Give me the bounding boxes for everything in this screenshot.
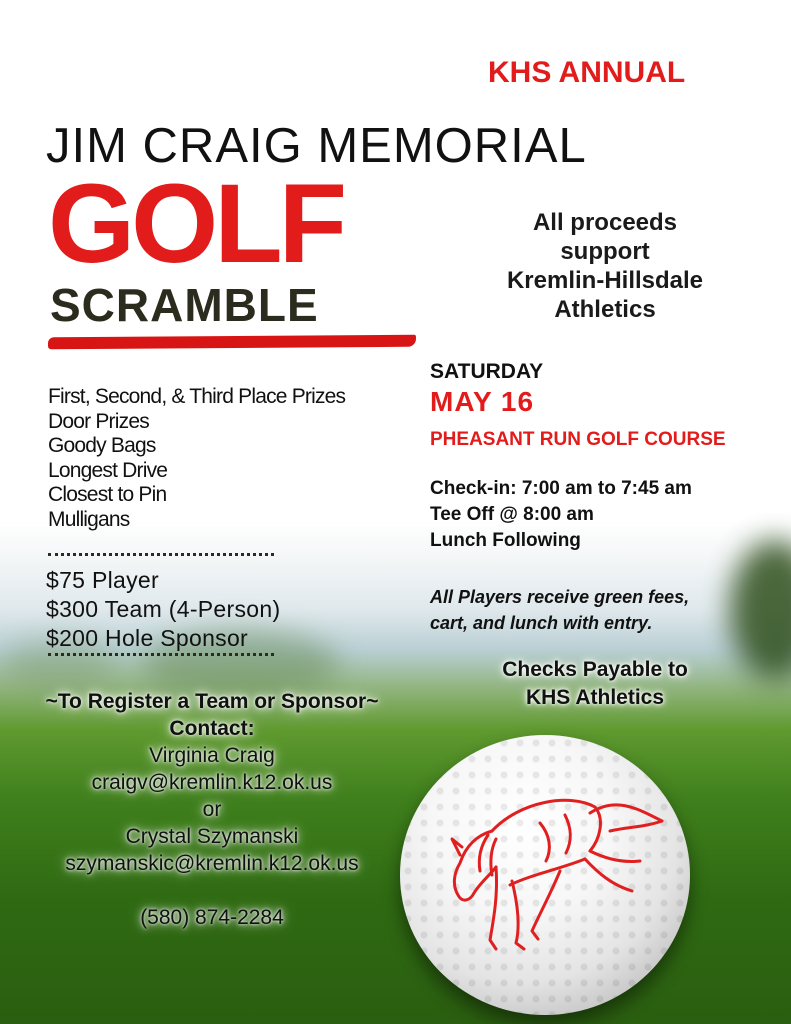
spacer — [6, 877, 418, 904]
proceeds-line: Athletics — [554, 296, 656, 323]
checks-line: KHS Athletics — [525, 686, 665, 709]
scramble-title: SCRAMBLE — [50, 279, 319, 331]
checkin-time: Check-in: 7:00 am to 7:45 am — [430, 478, 692, 499]
golf-title: GOLF — [48, 161, 344, 286]
price-item: $300 Team (4-Person) — [46, 596, 281, 622]
players-note — [430, 584, 689, 636]
price-list — [46, 566, 280, 653]
event-day: SATURDAY — [430, 360, 544, 383]
event-course: PHEASANT RUN GOLF COURSE — [430, 429, 726, 450]
event-date: MAY 16 — [430, 386, 535, 417]
prizes-list — [48, 385, 345, 532]
prize-item: Door Prizes — [48, 409, 149, 433]
prize-item: Goody Bags — [48, 434, 156, 457]
players-note-line: All Players receive green fees, — [430, 587, 690, 607]
checks-line: Checks Payable to — [502, 658, 688, 681]
event-schedule — [430, 476, 692, 554]
khs-annual-title: KHS ANNUAL — [488, 56, 686, 89]
prize-item: Mulligans — [48, 507, 130, 531]
register-heading: ~To Register a Team or Sponsor~ — [45, 690, 379, 713]
players-note-line: cart, and lunch with entry. — [430, 613, 653, 633]
prize-item: Closest to Pin — [48, 483, 167, 506]
contact-email: craigv@kremlin.k12.ok.us — [91, 771, 333, 794]
dotted-divider-bottom — [48, 653, 274, 656]
dotted-divider-top — [48, 553, 274, 556]
contact-phone: (580) 874-2284 — [140, 906, 284, 929]
golf-ball-icon — [400, 735, 690, 1015]
red-brush-underline — [48, 335, 416, 350]
proceeds-note — [480, 208, 730, 324]
prize-item: Longest Drive — [48, 458, 168, 482]
memorial-title: JIM CRAIG MEMORIAL — [46, 119, 587, 173]
contact-or: or — [202, 798, 222, 821]
contact-block — [6, 688, 418, 931]
lunch-note: Lunch Following — [430, 530, 581, 551]
prize-item: First, Second, & Third Place Prizes — [48, 385, 346, 408]
checks-payable — [470, 656, 720, 712]
proceeds-line: All proceeds — [532, 209, 678, 236]
proceeds-line: Kremlin-Hillsdale — [506, 267, 704, 294]
contact-email: szymanskic@kremlin.k12.ok.us — [65, 852, 359, 875]
price-item: $75 Player — [46, 567, 159, 593]
contact-name: Virginia Craig — [149, 744, 275, 767]
proceeds-line: support — [560, 238, 650, 265]
price-item: $200 Hole Sponsor — [46, 625, 249, 651]
contact-name: Crystal Szymanski — [125, 825, 299, 848]
bronco-mascot-icon — [400, 735, 690, 1015]
teeoff-time: Tee Off @ 8:00 am — [430, 504, 594, 525]
contact-label: Contact: — [169, 717, 255, 740]
